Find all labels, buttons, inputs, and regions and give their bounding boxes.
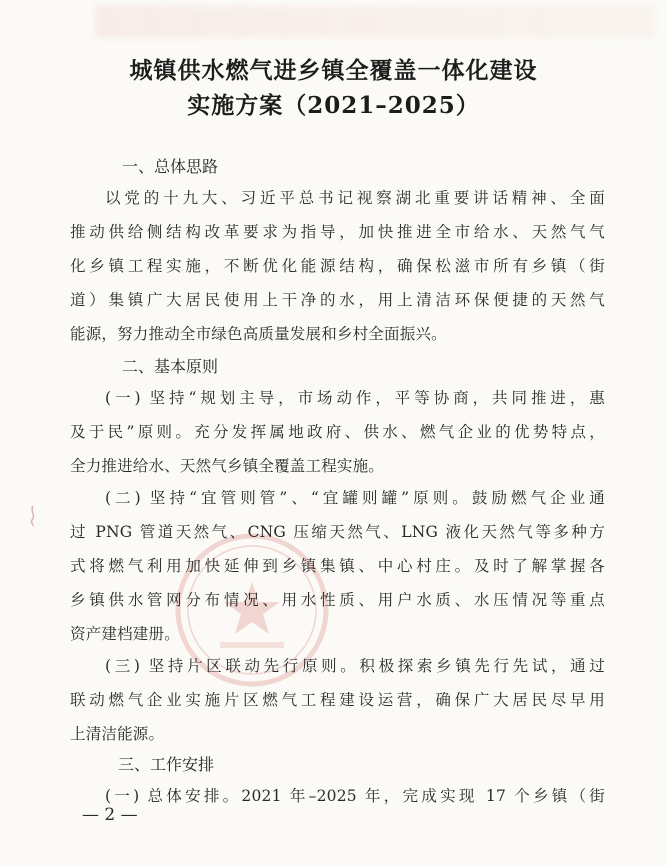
paragraph-line: 式将燃气利用加快延伸到乡镇集镇、中心村庄。及时了解掌握各 xyxy=(70,557,605,575)
paragraph-line: 化乡镇工程实施，不断优化能源结构，确保松滋市所有乡镇（街 xyxy=(70,257,605,275)
paragraph-line: (一) 坚持“规划主导，市场动作，平等协商，共同推进，惠 xyxy=(105,389,605,407)
paragraph-line: 过 PNG 管道天然气、CNG 压缩天然气、LNG 液化天然气等多种方 xyxy=(70,523,605,541)
bleed-through-shadow xyxy=(95,6,655,38)
paragraph-line: 道）集镇广大居民使用上干净的水，用上清洁环保便捷的天然气 xyxy=(70,291,605,309)
paragraph-line: 以党的十九大、习近平总书记视察湖北重要讲话精神、全面 xyxy=(105,189,605,207)
section-heading-overall-approach: 一、总体思路 xyxy=(122,157,219,176)
paragraph-line: (二) 坚持“宜管则管”、“宜罐则罐”原则。鼓励燃气企业通 xyxy=(105,489,605,507)
document-title-line-2: 实施方案（2021–2025） xyxy=(187,92,480,119)
section-heading-basic-principles: 二、基本原则 xyxy=(122,357,219,376)
paragraph-line: (三) 坚持片区联动先行原则。积极探索乡镇先行先试，通过 xyxy=(105,657,605,675)
paragraph-line: 资产建档建册。 xyxy=(70,625,180,643)
document-title-line-1: 城镇供水燃气进乡镇全覆盖一体化建设 xyxy=(129,57,538,84)
paragraph-line: 上清洁能源。 xyxy=(70,725,165,743)
page-number: — 2 — xyxy=(82,805,138,825)
paragraph-line: 全力推进给水、天然气乡镇全覆盖工程实施。 xyxy=(70,457,385,475)
paragraph-line: 及于民”原则。充分发挥属地政府、供水、燃气企业的优势特点， xyxy=(70,423,605,441)
section-heading-work-arrangement: 三、工作安排 xyxy=(118,755,215,774)
paragraph-line: 联动燃气企业实施片区燃气工程建设运营，确保广大居民尽早用 xyxy=(70,691,605,709)
paragraph-line: 能源，努力推动全市绿色高质量发展和乡村全面振兴。 xyxy=(70,325,447,343)
paragraph-line: 推动供给侧结构改革要求为指导，加快推进全市给水、天然气气 xyxy=(70,223,605,241)
margin-mark-icon xyxy=(27,505,39,527)
paragraph-line: 乡镇供水管网分布情况、用水性质、用户水质、水压情况等重点 xyxy=(70,591,605,609)
paragraph-line: (一) 总体安排。2021 年–2025 年，完成实现 17 个乡镇（街 xyxy=(105,787,605,805)
